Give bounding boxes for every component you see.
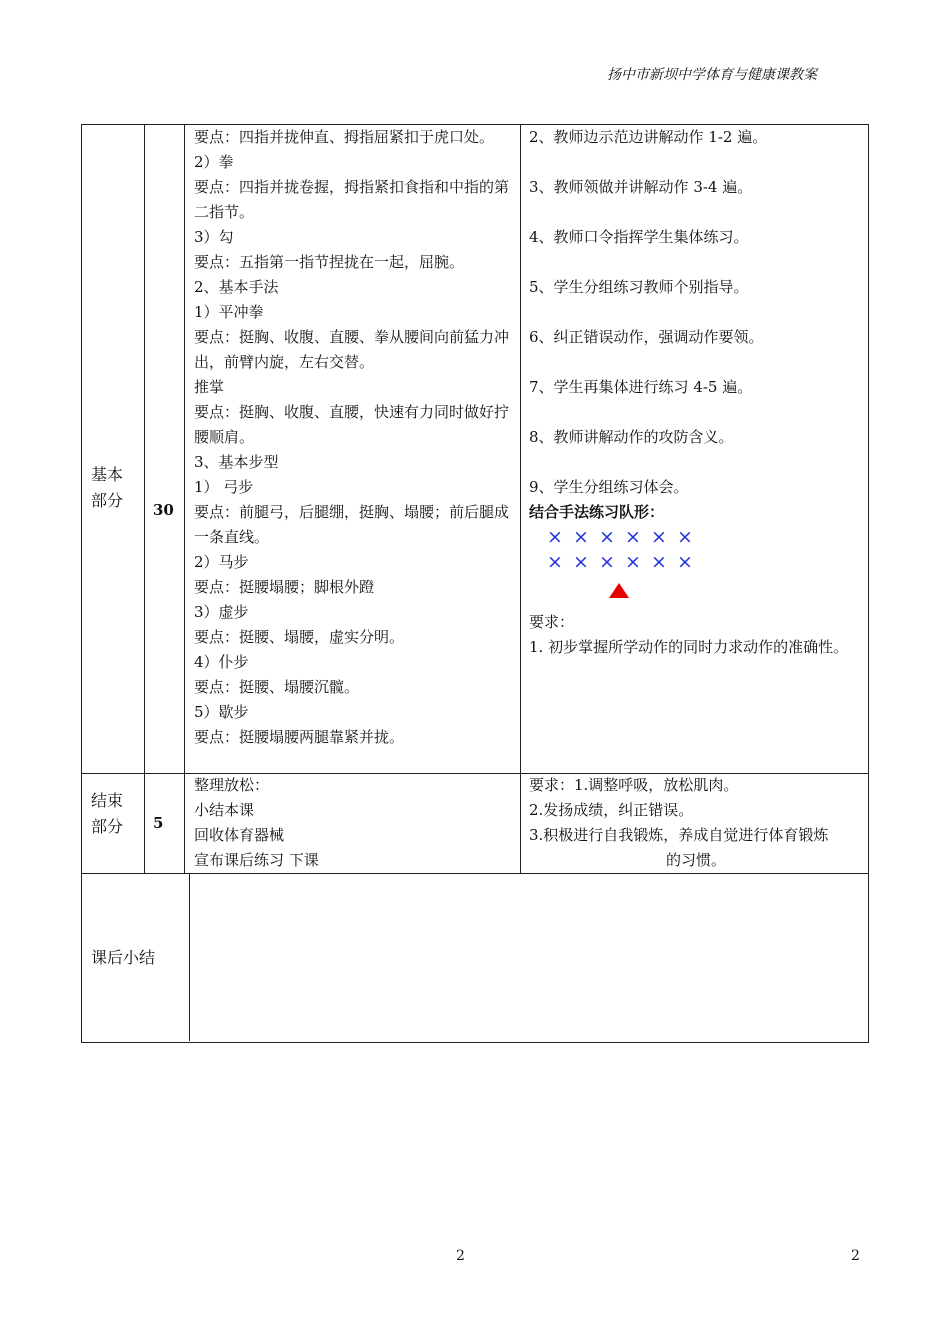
end-section-label: 结束 部分 bbox=[91, 791, 124, 836]
content-line: 要点：挺腰塌腰；脚根外蹬 bbox=[194, 578, 375, 596]
row-divider-2 bbox=[81, 873, 868, 874]
method-item: 5、学生分组练习教师个别指导。 bbox=[529, 278, 749, 296]
page-header-title: 扬中市新坝中学体育与健康课教案 bbox=[607, 67, 817, 83]
content-line: 整理放松： bbox=[194, 776, 270, 794]
student-mark: × bbox=[677, 526, 693, 548]
content-line: 2）马步 bbox=[194, 553, 249, 571]
method-item: 9、学生分组练习体会。 bbox=[529, 478, 689, 496]
formation-title: 结合手法练习队形： bbox=[529, 503, 665, 521]
requirement-line: 的习惯。 bbox=[665, 851, 726, 869]
content-line: 5）歇步 bbox=[194, 703, 249, 721]
content-line: 小结本课 bbox=[194, 801, 255, 819]
end-section-requirements bbox=[529, 773, 863, 873]
end-section-content bbox=[194, 773, 514, 873]
summary-section-label: 课后小结 bbox=[91, 948, 156, 967]
student-mark: × bbox=[573, 551, 589, 573]
content-line: 要点：前腿弓，后腿绷，挺胸、塌腰；前后腿成一条直线。 bbox=[194, 503, 510, 546]
student-mark: × bbox=[651, 551, 667, 573]
requirement-label: 要求： bbox=[529, 613, 575, 631]
content-line: 回收体育器械 bbox=[194, 826, 285, 844]
formation-row-1 bbox=[529, 525, 861, 550]
teacher-triangle-icon bbox=[609, 583, 629, 598]
basic-section-label: 基本 部分 bbox=[91, 465, 124, 510]
student-mark: × bbox=[599, 526, 615, 548]
page-number-right: 2 bbox=[851, 1248, 860, 1264]
requirement-line: 要求：1.调整呼吸，放松肌肉。 bbox=[529, 776, 739, 794]
content-line: 要点：挺腰塌腰两腿靠紧并拢。 bbox=[194, 728, 405, 746]
student-mark: × bbox=[651, 526, 667, 548]
method-item: 6、纠正错误动作，强调动作要领。 bbox=[529, 328, 764, 346]
content-line: 要点：挺胸、收腹、直腰、拳从腰间向前猛力冲出，前臂内旋，左右交替。 bbox=[194, 328, 510, 371]
method-item: 4、教师口令指挥学生集体练习。 bbox=[529, 228, 749, 246]
content-line: 3）虚步 bbox=[194, 603, 249, 621]
student-mark: × bbox=[599, 551, 615, 573]
requirement-line: 3.积极进行自我锻炼，养成自觉进行体育锻炼 bbox=[529, 826, 829, 844]
content-line: 宣布课后练习 下课 bbox=[194, 851, 319, 869]
method-item: 7、学生再集体进行练习 4-5 遍。 bbox=[529, 378, 753, 396]
student-mark: × bbox=[547, 551, 563, 573]
method-item: 2、教师边示范边讲解动作 1-2 遍。 bbox=[529, 128, 768, 146]
student-mark: × bbox=[625, 551, 641, 573]
content-line: 要点：五指第一指节捏拢在一起，屈腕。 bbox=[194, 253, 465, 271]
content-line: 要点：挺胸、收腹、直腰，快速有力同时做好拧腰顺肩。 bbox=[194, 403, 510, 446]
content-line: 2）拳 bbox=[194, 153, 234, 171]
content-line: 要点：四指并拢伸直、拇指屈紧扣于虎口处。 bbox=[194, 128, 495, 146]
requirement-line: 2.发扬成绩，纠正错误。 bbox=[529, 801, 694, 819]
content-line: 1） 弓步 bbox=[194, 478, 254, 496]
col-divider-1 bbox=[144, 124, 145, 873]
summary-divider bbox=[189, 873, 190, 1041]
student-mark: × bbox=[547, 526, 563, 548]
content-line: 要点：四指并拢卷握，拇指紧扣食指和中指的第二指节。 bbox=[194, 178, 510, 221]
end-section-time: 5 bbox=[153, 814, 164, 832]
content-line: 4）仆步 bbox=[194, 653, 249, 671]
content-line: 要点：挺腰、塌腰沉髋。 bbox=[194, 678, 360, 696]
col-divider-2 bbox=[184, 124, 185, 873]
requirement-text: 1. 初步掌握所学动作的同时力求动作的准确性。 bbox=[529, 638, 849, 656]
content-line: 3）勾 bbox=[194, 228, 234, 246]
content-line: 3、基本步型 bbox=[194, 453, 279, 471]
basic-section-content bbox=[194, 125, 514, 750]
content-line: 要点：挺腰、塌腰，虚实分明。 bbox=[194, 628, 405, 646]
student-mark: × bbox=[677, 551, 693, 573]
content-line: 2、基本手法 bbox=[194, 278, 279, 296]
col-divider-3 bbox=[520, 124, 521, 873]
basic-section-time: 30 bbox=[153, 501, 174, 519]
page-number-center: 2 bbox=[456, 1248, 465, 1264]
content-line: 推掌 bbox=[194, 378, 225, 396]
student-mark: × bbox=[625, 526, 641, 548]
student-mark: × bbox=[573, 526, 589, 548]
formation-row-2 bbox=[529, 550, 861, 575]
method-item: 8、教师讲解动作的攻防含义。 bbox=[529, 428, 734, 446]
content-line: 1）平冲拳 bbox=[194, 303, 264, 321]
method-item: 3、教师领做并讲解动作 3-4 遍。 bbox=[529, 178, 753, 196]
basic-section-methods bbox=[529, 125, 861, 660]
